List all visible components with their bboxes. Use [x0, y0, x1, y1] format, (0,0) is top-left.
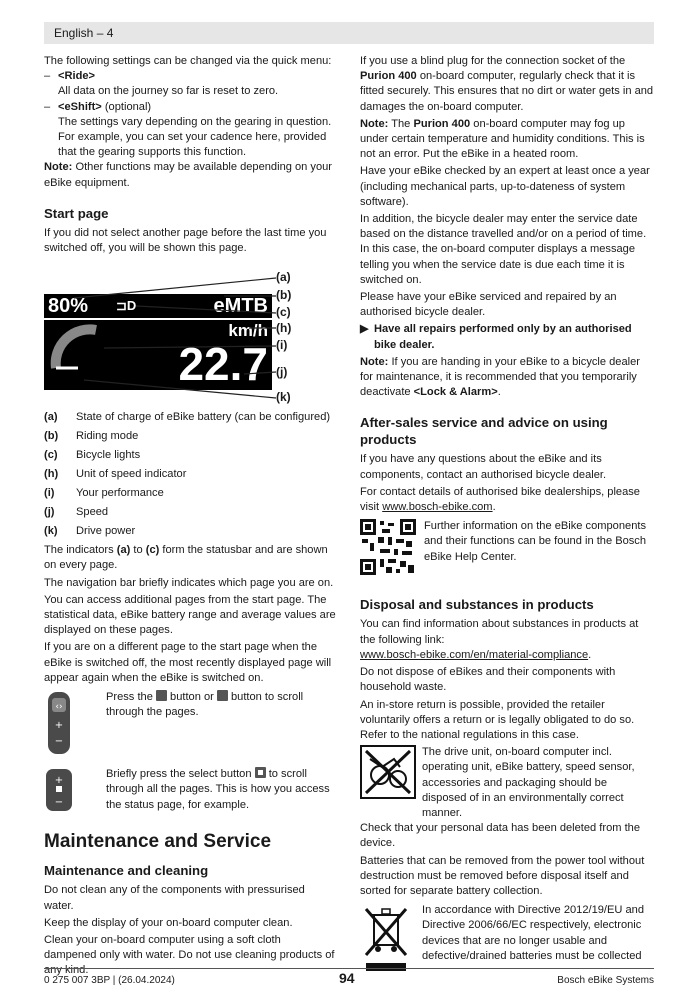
after-p2-post: .: [492, 501, 496, 514]
indicators-paragraph: [44, 543, 336, 573]
callout-a: (a): [276, 270, 291, 285]
bosch-ebike-link[interactable]: www.bosch-ebike.com: [382, 501, 493, 514]
qr-text: Further information on the eBike components and their functions can be found in the Bosch eBike Help Center.: [424, 520, 647, 563]
press-mid: button or: [166, 691, 217, 704]
cleaning-heading: Maintenance and cleaning: [44, 863, 209, 879]
fog-note: [360, 117, 654, 163]
different-page-paragraph: If you are on a different page to the start page when the eBike is switched off, the most recently displayed page will appear again when the eBike is switched on.: [44, 641, 332, 684]
handing-label: Note:: [360, 355, 389, 368]
battery-soc: 80%: [48, 295, 89, 318]
disposal-heading: Disposal and substances in products: [360, 597, 594, 613]
ride-label: <Ride>: [58, 70, 95, 83]
header-text: English – 4: [54, 26, 114, 40]
legend-key: (b): [44, 430, 59, 443]
batteries-paragraph: Batteries that can be removed from the power tool without destruction must be removed before disposal itself and sorted for separate battery collection.: [360, 854, 645, 897]
indicators-c: (c): [145, 544, 160, 557]
legend-row: [44, 524, 336, 543]
svg-text:+: +: [54, 720, 64, 732]
legend-key: (a): [44, 411, 58, 424]
brief-pre: Briefly press the select button: [106, 768, 255, 781]
disposal-paragraph-1: You can find information about substances in products at the following link:: [360, 618, 639, 646]
legend-row: [44, 410, 336, 429]
svg-text:‹›: ‹›: [55, 702, 63, 713]
handing-post: .: [497, 386, 501, 399]
legend-key: (i): [44, 487, 55, 500]
directive-text: In accordance with Directive 2012/19/EU and Directive 2006/66/EC respectively, electronic devices that are no longer usable and defective/drained batteries must be collected: [422, 904, 644, 962]
indicators-to: to: [130, 544, 146, 557]
maintenance-heading: Maintenance and Service: [44, 831, 272, 853]
quick-menu-intro: The following settings can be changed via the quick menu:: [44, 55, 332, 67]
handing-bold: <Lock & Alarm>: [413, 386, 498, 399]
handing-note: [360, 355, 654, 401]
legend-row: [44, 467, 336, 486]
press-pre: Press the: [106, 691, 156, 704]
blind-plug-paragraph: [360, 54, 654, 115]
select-button-icon: [255, 767, 266, 778]
note-label: Note:: [44, 161, 73, 174]
start-page-text: If you did not select another page before the last time you switched off, you will be shown this page.: [44, 226, 327, 255]
additional-pages-paragraph: You can access additional pages from the start page. The statistical data, eBike battery range and average values are displayed on these pages.: [44, 593, 336, 637]
material-compliance-line: [360, 648, 654, 663]
blind-bold: Purion 400: [360, 70, 417, 83]
fog-post: on-board computer may fog up under certain temperature and humidity conditions. This is not an error. Put the eBike in a heated room.: [360, 117, 645, 161]
callout-lines: [44, 266, 276, 406]
lights-icon: ⊐D: [116, 298, 137, 314]
after-sales-paragraph-1: If you have any questions about the eBike and its components, contact an authorised bicycle dealer.: [360, 453, 607, 481]
right-arrow-button-icon: [217, 690, 228, 701]
callout-b: (b): [276, 288, 292, 303]
callout-k: (k): [276, 390, 291, 405]
clean-paragraph-3: Clean your on-board computer using a soft cloth dampened only with water. Do not use cleaning products of any kind.: [44, 934, 335, 977]
legend-value: Speed: [76, 506, 109, 519]
drive-unit-text: The drive unit, on-board computer incl. operating unit, eBike battery, speed sensor, accessories and packaging should be disposed of in an environmentally correct manner.: [422, 746, 635, 819]
repairs-warning: [360, 322, 654, 352]
legend-key: (c): [44, 449, 58, 462]
check-paragraph: Have your eBike checked by an expert at least once a year (including mechanical parts, up-to-dateness of system software).: [360, 165, 650, 208]
document-number: 0 275 007 3BP | (26.04.2024): [44, 975, 175, 986]
eshift-label: <eShift>: [58, 100, 102, 113]
blind-pre: If you use a blind plug for the connection socket of the: [360, 55, 626, 67]
legend-value: Your performance: [76, 487, 164, 500]
indicators-post: form the statusbar and are shown on every page.: [44, 544, 328, 572]
indicators-pre: The indicators: [44, 544, 117, 557]
callout-c: (c): [276, 305, 291, 320]
personal-data-paragraph: Check that your personal data has been deleted from the device.: [360, 822, 640, 850]
callout-j: (j): [276, 365, 288, 380]
blind-post: on-board computer, regularly check that it is fitted securely. This ensures that no dirt or water gets in and damages the on-board computer.: [360, 70, 654, 113]
legend-row: [44, 505, 336, 524]
left-column: [44, 54, 336, 979]
page-number: 94: [339, 970, 355, 986]
legend-row: [44, 448, 336, 467]
callout-h: (h): [276, 321, 292, 336]
riding-mode: eMTB: [213, 295, 268, 318]
legend-value: Drive power: [76, 525, 136, 538]
fog-pre: The: [388, 117, 414, 130]
list-item: – <eShift> (optional): [44, 100, 152, 113]
start-page-heading: Start page: [44, 205, 109, 221]
clean-paragraph-1: Do not clean any of the components with pressurised water.: [44, 884, 305, 912]
fog-bold: Purion 400: [413, 117, 471, 130]
brief-post: to scroll through all the pages. This is how you access the status page, for example.: [106, 768, 330, 811]
eshift-text: The settings vary depending on the gearing in question. For example, you can set your cadence here, provided that the gearing supports this function.: [58, 115, 332, 159]
footer-brand: Bosch eBike Systems: [557, 975, 654, 986]
serviced-paragraph: Please have your eBike serviced and repaired by an authorised bicycle dealer.: [360, 291, 617, 319]
material-compliance-link[interactable]: www.bosch-ebike.com/en/material-compliance: [360, 648, 589, 661]
display-figure: [44, 266, 336, 406]
disp-link-post: .: [588, 648, 592, 661]
press-instruction: [106, 690, 336, 761]
legend-key: (j): [44, 506, 55, 519]
page-footer: [44, 968, 654, 986]
legend-value: Riding mode: [76, 430, 139, 443]
after-p2-pre: For contact details of authorised bike dealerships, please visit: [360, 485, 640, 514]
brief-instruction: [106, 767, 336, 818]
svg-text:+: +: [54, 775, 64, 787]
handing-pre: If you are handing in your eBike to a bicycle dealer for maintenance, it is recommended that you temporarily deactivate: [360, 355, 640, 399]
repairs-text: Have all repairs performed only by an authorised bike dealer.: [374, 323, 632, 351]
left-arrow-button-icon: [156, 690, 167, 701]
ride-text: All data on the journey so far is reset to zero.: [58, 85, 279, 98]
qr-info: [360, 519, 654, 580]
press-post: button to scroll through the pages.: [106, 691, 304, 719]
dealer-paragraph: In addition, the bicycle dealer may enter the service date based on the distance travelled and/or on a period of time. In this case, the on-board computer displays a message telling you when the service date is due each time it is switched on.: [360, 213, 647, 286]
legend-row: [44, 486, 336, 505]
legend-value: Bicycle lights: [76, 449, 141, 462]
eshift-suffix: (optional): [101, 100, 152, 113]
scroll-instruction: [44, 690, 336, 761]
environment-info: [360, 745, 654, 821]
operating-unit-icon: [44, 690, 106, 761]
legend-value: Unit of speed indicator: [76, 468, 187, 481]
note-paragraph: [44, 160, 336, 190]
legend-key: (h): [44, 468, 59, 481]
figure-legend: [44, 410, 336, 543]
note-text: Other functions may be available depending on your eBike equipment.: [44, 161, 332, 189]
clean-paragraph-2: Keep the display of your on-board computer clean.: [44, 916, 293, 929]
indicators-a: (a): [116, 544, 131, 557]
operating-unit-select-icon: [44, 767, 106, 818]
disposal-paragraph-2: Do not dispose of eBikes and their components with household waste.: [360, 666, 616, 694]
navigation-paragraph: The navigation bar briefly indicates which page you are on.: [44, 576, 334, 589]
environment-symbol-icon: [360, 745, 422, 821]
select-instruction: [44, 767, 336, 818]
svg-text:−: −: [54, 736, 64, 748]
right-column: [360, 54, 654, 980]
svg-text:−: −: [54, 797, 64, 809]
legend-key: (k): [44, 525, 58, 538]
page-header: [44, 22, 654, 44]
qr-code-icon: [360, 519, 424, 580]
arrow-icon: ▶: [360, 323, 369, 336]
speed-value: 22.7: [178, 338, 268, 391]
legend-value: State of charge of eBike battery (can be configured): [76, 411, 331, 424]
legend-row: [44, 429, 336, 448]
list-item: – <Ride>: [44, 69, 336, 84]
after-sales-heading: After-sales service and advice on using products: [360, 415, 608, 448]
fog-label: Note:: [360, 117, 389, 130]
after-sales-paragraph-2: [360, 485, 654, 515]
callout-i: (i): [276, 338, 288, 353]
disposal-paragraph-3: An in-store return is possible, provided the retailer voluntarily offers a return or is legally obligated to do so. Refer to the national regulations in this case.: [360, 698, 635, 741]
speed-unit: km/h: [228, 321, 268, 341]
